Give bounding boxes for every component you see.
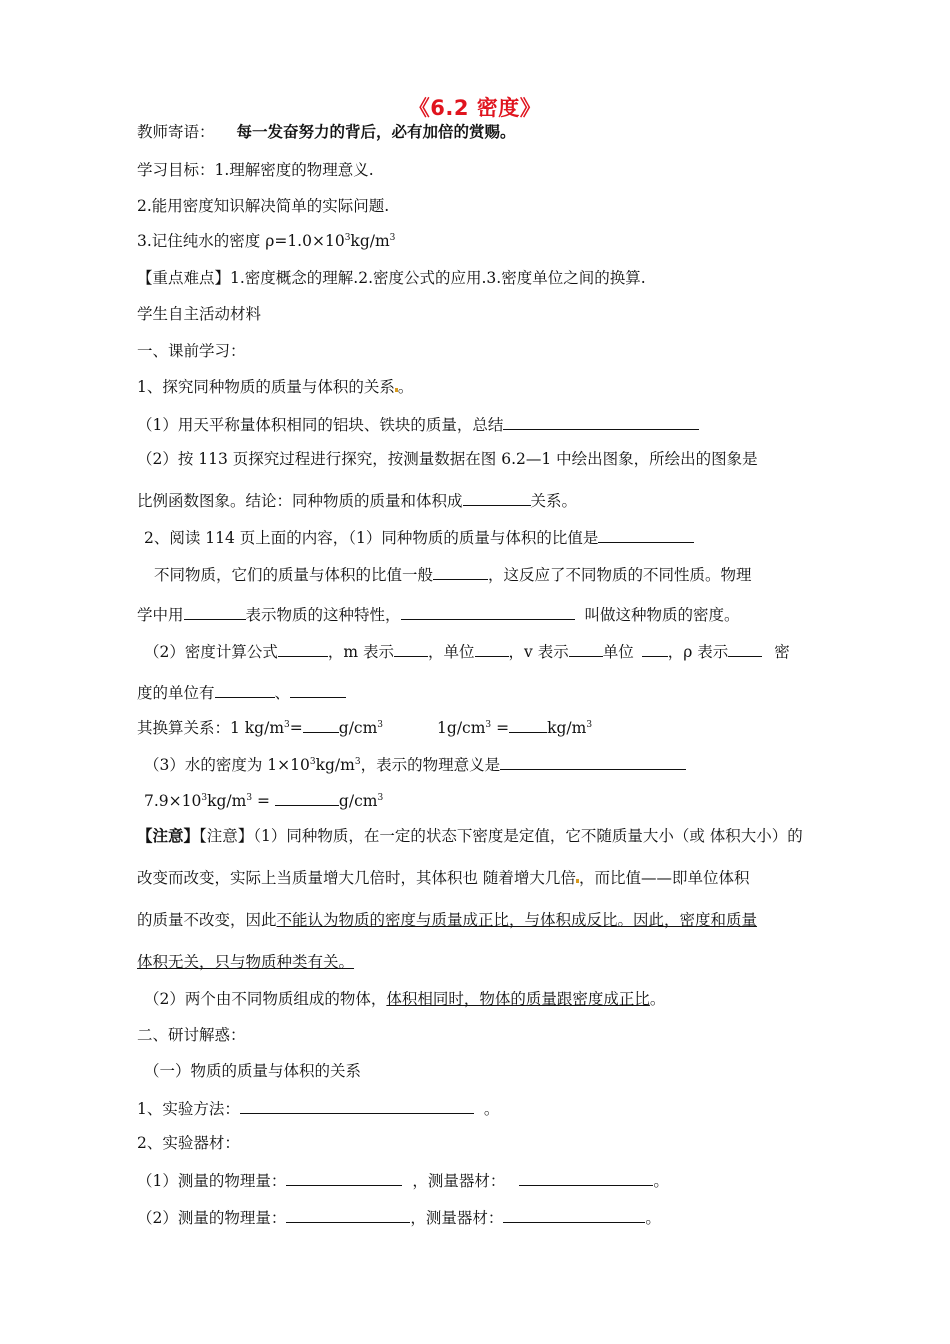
goal-3: 3.记住纯水的密度 $\rho=1.0\times 10^3kg/m^3$ bbox=[137, 232, 396, 250]
blank-unit-1[interactable] bbox=[215, 681, 275, 698]
item-1-2c: 学中用 表示物质的这种特性， 叫做这种物质的密度。 bbox=[137, 603, 740, 625]
materials-heading: 学生自主活动材料 bbox=[137, 305, 262, 323]
note-text-1: 【注意】（1）同种物质，在一定的状态下密度是定值，它不随质量大小（或 体积大小）的 bbox=[199, 827, 803, 845]
blank-instrument-1[interactable] bbox=[519, 1169, 653, 1186]
blank-m[interactable] bbox=[394, 640, 428, 657]
blank-m-unit[interactable] bbox=[475, 640, 509, 657]
note-line-5: （2）两个由不同物质组成的物体，体积相同时，物体的质量跟密度成正比。 bbox=[144, 990, 666, 1008]
blank-conv-2[interactable] bbox=[509, 716, 547, 733]
blank-rho[interactable] bbox=[728, 640, 762, 657]
blank-conv-1[interactable] bbox=[303, 716, 339, 733]
note-line-3: 的质量不改变，因此不能认为物质的密度与质量成正比，与体积成反比。因此，密度和质量 bbox=[137, 911, 758, 929]
note-label: 【注意】 bbox=[137, 827, 200, 845]
item-2-1: 1、实验方法： 。 bbox=[137, 1097, 499, 1119]
item-1-2b: 不同物质，它们的质量与体积的比值一般 ，这反应了不同物质的不同性质。物理 bbox=[154, 563, 752, 585]
item-1-2d: （2）密度计算公式 ，m 表示 ，单位 ，v 表示 单位 ，ρ 表示 密 bbox=[144, 640, 790, 662]
blank-v[interactable] bbox=[569, 640, 603, 657]
goal-1: 学习目标：1.理解密度的物理意义. bbox=[137, 161, 374, 179]
blank-quantity-2[interactable] bbox=[286, 1206, 410, 1223]
item-1-4: $7.9\times 10^3kg/m^3 = g/cm^3$ bbox=[144, 789, 383, 811]
note-line-2: 改变而改变，实际上当质量增大几倍时，其体积也 随着增大几倍 ，而比值——即单位体积 bbox=[137, 869, 750, 887]
blank-meaning[interactable] bbox=[500, 753, 686, 770]
item-1-3: （3）水的密度为 $1\times 10^3kg/m^3$，表示的物理意义是 bbox=[144, 753, 686, 775]
blank-unit-2[interactable] bbox=[290, 681, 346, 698]
blank-quantity-1[interactable] bbox=[286, 1169, 402, 1186]
item-1-2: 2、阅读 114 页上面的内容，（1）同种物质的质量与体积的比值是 bbox=[144, 526, 694, 548]
item-2-2-1: （1）测量的物理量： ，测量器材： 。 bbox=[137, 1169, 669, 1191]
item-2-2-2: （2）测量的物理量： ，测量器材： 。 bbox=[137, 1206, 661, 1228]
item-2-2: 2、实验器材： bbox=[137, 1134, 240, 1152]
teacher-message: 每一发奋努力的背后，必有加倍的赏赐。 bbox=[236, 123, 516, 141]
blank-definition[interactable] bbox=[401, 603, 575, 620]
section-1-heading: 一、课前学习： bbox=[137, 342, 246, 360]
note-line-4: 体积无关，只与物质种类有关。 bbox=[137, 953, 355, 971]
item-1-1: 1、探究同种物质的质量与体积的关系 。 bbox=[137, 378, 414, 396]
section-2-heading: 二、研讨解惑： bbox=[137, 1026, 246, 1044]
item-1-1-2b: 比例函数图象。结论：同种物质的质量和体积成 关系。 bbox=[137, 489, 577, 511]
section-2-sub: （一）物质的质量与体积的关系 bbox=[144, 1062, 362, 1080]
item-1-1-2a: （2）按 113 页探究过程进行探究，按测量数据在图 6.2—1 中绘出图象，所绘出的图象是 bbox=[137, 450, 758, 468]
teacher-label: 教师寄语： bbox=[137, 123, 215, 141]
note-line-1 bbox=[137, 826, 803, 846]
blank-ratio[interactable] bbox=[598, 526, 694, 543]
blank-conv-3[interactable] bbox=[275, 789, 339, 806]
item-1-2e: 度的单位有 、 bbox=[137, 681, 346, 703]
blank-v-unit[interactable] bbox=[642, 640, 668, 657]
blank-generally[interactable] bbox=[433, 563, 488, 580]
blank-use[interactable] bbox=[184, 603, 246, 620]
key-difficulties: 【重点难点】1.密度概念的理解.2.密度公式的应用.3.密度单位之间的换算. bbox=[137, 269, 646, 287]
goal-2: 2.能用密度知识解决简单的实际问题. bbox=[137, 197, 390, 215]
blank-method[interactable] bbox=[240, 1097, 474, 1114]
blank-summary[interactable] bbox=[503, 413, 699, 430]
teacher-message-line bbox=[137, 122, 516, 142]
conversion-line: 其换算关系：1 $kg/m^3= g/cm^3$ $1g/cm^3 = kg/m^3$ bbox=[137, 716, 592, 738]
item-1-1-1: （1）用天平称量体积相同的铝块、铁块的质量，总结 bbox=[137, 413, 699, 435]
page-title: 《6.2 密度》 bbox=[408, 96, 542, 120]
blank-instrument-2[interactable] bbox=[503, 1206, 645, 1223]
blank-formula[interactable] bbox=[278, 640, 328, 657]
blank-relation[interactable] bbox=[463, 489, 531, 506]
